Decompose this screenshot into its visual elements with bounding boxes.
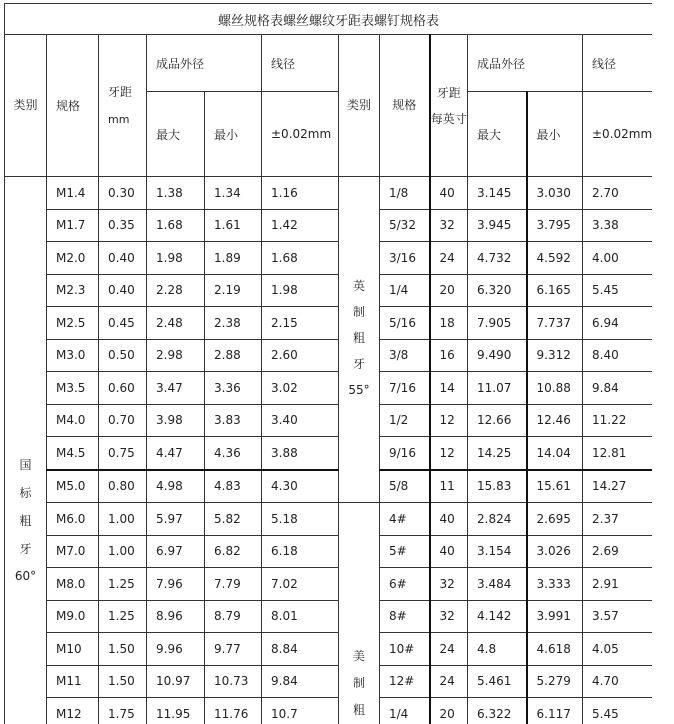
table-row bbox=[5, 274, 653, 307]
cell-inch-max: 3.145 bbox=[468, 177, 527, 210]
table-row bbox=[5, 307, 653, 340]
cell-inch-wire: 5.45 bbox=[583, 274, 653, 307]
cell-inch-wire: 4.05 bbox=[583, 633, 653, 666]
cell-inch-wire: 5.45 bbox=[583, 698, 653, 724]
cell-inch-spec: 9/16 bbox=[380, 437, 430, 470]
cell-metric-pitch: 1.00 bbox=[99, 503, 147, 536]
cell-metric-spec: M1.4 bbox=[47, 177, 99, 210]
type-header-left-text: 类别 bbox=[13, 98, 38, 112]
max-header-right: 最大 bbox=[468, 92, 527, 177]
cell-metric-wire: 7.02 bbox=[262, 568, 339, 601]
cell-metric-pitch: 1.50 bbox=[99, 633, 147, 666]
cell-inch-wire: 4.70 bbox=[583, 665, 653, 698]
cell-inch-max: 2.824 bbox=[468, 503, 527, 536]
cell-inch-wire: 8.40 bbox=[583, 339, 653, 372]
cell-inch-spec: 1/8 bbox=[380, 177, 430, 210]
table-title: 螺丝规格表螺丝螺纹牙距表螺钉规格表 bbox=[5, 4, 653, 35]
cell-inch-spec: 3/16 bbox=[380, 242, 430, 275]
cell-metric-min: 1.34 bbox=[205, 177, 262, 210]
type-header-right bbox=[339, 35, 380, 177]
cell-metric-spec: M5.0 bbox=[47, 470, 99, 503]
group-label-metric-text: 国标粗牙 bbox=[19, 458, 32, 556]
table-row bbox=[5, 470, 653, 503]
pitch-header-left-unit: mm bbox=[108, 112, 130, 126]
group-label-imperial-text: 英制粗牙 bbox=[352, 279, 365, 371]
spec-header-right-text: 规格 bbox=[392, 98, 417, 112]
cell-metric-spec: M7.0 bbox=[47, 535, 99, 568]
cell-metric-wire: 6.18 bbox=[262, 535, 339, 568]
cell-inch-spec: 4# bbox=[380, 503, 430, 536]
cell-inch-wire: 2.37 bbox=[583, 503, 653, 536]
spec-header-right bbox=[380, 35, 430, 177]
cell-inch-tpi: 20 bbox=[430, 698, 468, 724]
cell-inch-max: 11.07 bbox=[468, 372, 527, 405]
cell-metric-wire: 9.84 bbox=[262, 665, 339, 698]
cell-inch-wire: 4.00 bbox=[583, 242, 653, 275]
cell-inch-min: 15.61 bbox=[527, 470, 583, 503]
spec-header-left: 规格 bbox=[47, 35, 99, 177]
cell-metric-wire: 4.30 bbox=[262, 470, 339, 503]
cell-inch-max: 12.66 bbox=[468, 404, 527, 437]
cell-inch-max: 6.320 bbox=[468, 274, 527, 307]
cell-inch-max: 4.732 bbox=[468, 242, 527, 275]
cell-metric-max: 11.95 bbox=[147, 698, 205, 724]
pitch-header-right-tpi: 每英寸 bbox=[430, 111, 467, 126]
table-row bbox=[5, 404, 653, 437]
group-label-imperial bbox=[339, 177, 380, 503]
cell-metric-spec: M10 bbox=[47, 633, 99, 666]
cell-inch-wire: 3.57 bbox=[583, 600, 653, 633]
cell-metric-wire: 8.84 bbox=[262, 633, 339, 666]
cell-metric-spec: M4.5 bbox=[47, 437, 99, 470]
cell-inch-wire: 9.84 bbox=[583, 372, 653, 405]
cell-metric-pitch: 0.35 bbox=[99, 209, 147, 242]
cell-metric-wire: 2.60 bbox=[262, 339, 339, 372]
cell-metric-wire: 1.16 bbox=[262, 177, 339, 210]
table-row bbox=[5, 372, 653, 405]
cell-inch-max: 3.154 bbox=[468, 535, 527, 568]
table-row bbox=[5, 242, 653, 275]
cell-metric-min: 2.88 bbox=[205, 339, 262, 372]
cell-inch-max: 14.25 bbox=[468, 437, 527, 470]
cell-inch-tpi: 40 bbox=[430, 503, 468, 536]
cell-metric-pitch: 0.30 bbox=[99, 177, 147, 210]
cell-metric-pitch: 1.00 bbox=[99, 535, 147, 568]
cell-metric-spec: M8.0 bbox=[47, 568, 99, 601]
table-row bbox=[5, 339, 653, 372]
cell-metric-min: 5.82 bbox=[205, 503, 262, 536]
cell-metric-max: 2.98 bbox=[147, 339, 205, 372]
cell-inch-tpi: 18 bbox=[430, 307, 468, 340]
cell-inch-wire: 2.69 bbox=[583, 535, 653, 568]
cell-inch-tpi: 32 bbox=[430, 600, 468, 633]
cell-metric-pitch: 0.60 bbox=[99, 372, 147, 405]
cell-inch-tpi: 12 bbox=[430, 404, 468, 437]
cell-inch-wire: 6.94 bbox=[583, 307, 653, 340]
cell-inch-spec: 5/8 bbox=[380, 470, 430, 503]
wire-header-right: 线径 bbox=[583, 35, 653, 92]
cell-metric-pitch: 1.25 bbox=[99, 568, 147, 601]
cell-inch-tpi: 40 bbox=[430, 535, 468, 568]
cell-metric-spec: M2.0 bbox=[47, 242, 99, 275]
cell-inch-min: 2.695 bbox=[527, 503, 583, 536]
group-label-us bbox=[339, 503, 380, 724]
group-label-metric bbox=[5, 177, 47, 724]
cell-inch-min: 3.991 bbox=[527, 600, 583, 633]
cell-inch-tpi: 24 bbox=[430, 242, 468, 275]
table-row bbox=[5, 535, 653, 568]
cell-metric-spec: M9.0 bbox=[47, 600, 99, 633]
cell-inch-tpi: 40 bbox=[430, 177, 468, 210]
cell-metric-min: 4.83 bbox=[205, 470, 262, 503]
cell-metric-max: 3.47 bbox=[147, 372, 205, 405]
cell-inch-tpi: 24 bbox=[430, 633, 468, 666]
od-header-left: 成品外径 bbox=[147, 35, 262, 92]
cell-metric-min: 3.83 bbox=[205, 404, 262, 437]
cell-inch-max: 4.142 bbox=[468, 600, 527, 633]
cell-inch-max: 5.461 bbox=[468, 665, 527, 698]
cell-inch-min: 4.592 bbox=[527, 242, 583, 275]
cell-metric-min: 4.36 bbox=[205, 437, 262, 470]
table-row bbox=[5, 437, 653, 470]
cell-inch-min: 6.117 bbox=[527, 698, 583, 724]
cell-metric-spec: M11 bbox=[47, 665, 99, 698]
table-row bbox=[5, 633, 653, 666]
cell-inch-spec: 5/16 bbox=[380, 307, 430, 340]
cell-metric-min: 2.38 bbox=[205, 307, 262, 340]
cell-inch-tpi: 20 bbox=[430, 274, 468, 307]
cell-metric-min: 6.82 bbox=[205, 535, 262, 568]
cell-metric-pitch: 0.45 bbox=[99, 307, 147, 340]
cell-metric-pitch: 1.75 bbox=[99, 698, 147, 724]
cell-metric-pitch: 0.75 bbox=[99, 437, 147, 470]
cell-metric-max: 2.28 bbox=[147, 274, 205, 307]
cell-metric-wire: 3.02 bbox=[262, 372, 339, 405]
cell-metric-max: 5.97 bbox=[147, 503, 205, 536]
cell-inch-min: 6.165 bbox=[527, 274, 583, 307]
cell-metric-spec: M3.0 bbox=[47, 339, 99, 372]
screw-spec-sheet bbox=[4, 3, 652, 724]
cell-metric-spec: M6.0 bbox=[47, 503, 99, 536]
cell-metric-min: 8.79 bbox=[205, 600, 262, 633]
cell-metric-max: 7.96 bbox=[147, 568, 205, 601]
cell-metric-max: 10.97 bbox=[147, 665, 205, 698]
pitch-header-right bbox=[430, 35, 468, 177]
cell-metric-max: 4.98 bbox=[147, 470, 205, 503]
cell-inch-spec: 5# bbox=[380, 535, 430, 568]
cell-inch-min: 10.88 bbox=[527, 372, 583, 405]
cell-inch-spec: 5/32 bbox=[380, 209, 430, 242]
type-header-right-text: 类别 bbox=[346, 98, 371, 112]
cell-metric-max: 4.47 bbox=[147, 437, 205, 470]
cell-metric-wire: 5.18 bbox=[262, 503, 339, 536]
cell-metric-wire: 1.98 bbox=[262, 274, 339, 307]
cell-metric-min: 1.61 bbox=[205, 209, 262, 242]
cell-inch-spec: 8# bbox=[380, 600, 430, 633]
od-header-right: 成品外径 bbox=[468, 35, 583, 92]
cell-inch-min: 14.04 bbox=[527, 437, 583, 470]
cell-metric-spec: M2.3 bbox=[47, 274, 99, 307]
cell-inch-max: 4.8 bbox=[468, 633, 527, 666]
cell-metric-pitch: 1.25 bbox=[99, 600, 147, 633]
group-label-imperial-angle: 55° bbox=[348, 383, 370, 397]
cell-inch-tpi: 24 bbox=[430, 665, 468, 698]
cell-inch-min: 12.46 bbox=[527, 404, 583, 437]
cell-metric-max: 9.96 bbox=[147, 633, 205, 666]
cell-metric-pitch: 0.70 bbox=[99, 404, 147, 437]
cell-metric-min: 1.89 bbox=[205, 242, 262, 275]
tol-header-left: ±0.02mm bbox=[262, 92, 339, 177]
cell-inch-min: 3.333 bbox=[527, 568, 583, 601]
cell-metric-wire: 1.42 bbox=[262, 209, 339, 242]
cell-metric-pitch: 0.80 bbox=[99, 470, 147, 503]
cell-inch-min: 3.026 bbox=[527, 535, 583, 568]
cell-metric-pitch: 1.50 bbox=[99, 665, 147, 698]
table-row bbox=[5, 600, 653, 633]
cell-metric-max: 8.96 bbox=[147, 600, 205, 633]
cell-inch-min: 4.618 bbox=[527, 633, 583, 666]
wire-header-left: 线径 bbox=[262, 35, 339, 92]
cell-inch-spec: 3/8 bbox=[380, 339, 430, 372]
cell-metric-wire: 2.15 bbox=[262, 307, 339, 340]
cell-inch-tpi: 32 bbox=[430, 568, 468, 601]
cell-inch-max: 6.322 bbox=[468, 698, 527, 724]
tol-header-right: ±0.02mm bbox=[583, 92, 653, 177]
cell-metric-wire: 8.01 bbox=[262, 600, 339, 633]
group-label-metric-angle: 60° bbox=[14, 569, 37, 583]
cell-metric-max: 2.48 bbox=[147, 307, 205, 340]
cell-inch-wire: 14.27 bbox=[583, 470, 653, 503]
cell-inch-tpi: 32 bbox=[430, 209, 468, 242]
table-row bbox=[5, 665, 653, 698]
cell-metric-min: 10.73 bbox=[205, 665, 262, 698]
cell-metric-max: 1.98 bbox=[147, 242, 205, 275]
type-header-left bbox=[5, 35, 47, 177]
cell-metric-pitch: 0.50 bbox=[99, 339, 147, 372]
cell-inch-tpi: 11 bbox=[430, 470, 468, 503]
pitch-header-right-label: 牙距 bbox=[436, 85, 461, 100]
cell-metric-min: 3.36 bbox=[205, 372, 262, 405]
cell-metric-max: 6.97 bbox=[147, 535, 205, 568]
spec-table bbox=[4, 3, 652, 724]
table-row bbox=[5, 568, 653, 601]
max-header-left: 最大 bbox=[147, 92, 205, 177]
min-header-right: 最小 bbox=[527, 92, 583, 177]
cell-inch-spec: 10# bbox=[380, 633, 430, 666]
cell-metric-pitch: 0.40 bbox=[99, 242, 147, 275]
cell-metric-max: 1.38 bbox=[147, 177, 205, 210]
cell-inch-spec: 12# bbox=[380, 665, 430, 698]
cell-inch-max: 3.945 bbox=[468, 209, 527, 242]
cell-metric-spec: M2.5 bbox=[47, 307, 99, 340]
group-label-us-text: 美制粗 bbox=[352, 649, 365, 717]
cell-metric-spec: M1.7 bbox=[47, 209, 99, 242]
cell-metric-max: 3.98 bbox=[147, 404, 205, 437]
cell-inch-tpi: 14 bbox=[430, 372, 468, 405]
cell-metric-wire: 1.68 bbox=[262, 242, 339, 275]
cell-metric-wire: 10.7 bbox=[262, 698, 339, 724]
table-row bbox=[5, 698, 653, 724]
table-row bbox=[5, 177, 653, 210]
cell-inch-max: 3.484 bbox=[468, 568, 527, 601]
cell-inch-max: 9.490 bbox=[468, 339, 527, 372]
cell-inch-spec: 7/16 bbox=[380, 372, 430, 405]
pitch-header-left bbox=[99, 35, 147, 177]
cell-metric-spec: M3.5 bbox=[47, 372, 99, 405]
cell-metric-pitch: 0.40 bbox=[99, 274, 147, 307]
cell-inch-wire: 11.22 bbox=[583, 404, 653, 437]
cell-metric-wire: 3.40 bbox=[262, 404, 339, 437]
cell-inch-spec: 1/2 bbox=[380, 404, 430, 437]
cell-metric-spec: M4.0 bbox=[47, 404, 99, 437]
cell-inch-wire: 12.81 bbox=[583, 437, 653, 470]
min-header-left: 最小 bbox=[205, 92, 262, 177]
cell-inch-spec: 1/4 bbox=[380, 274, 430, 307]
cell-metric-min: 11.76 bbox=[205, 698, 262, 724]
cell-inch-wire: 2.91 bbox=[583, 568, 653, 601]
cell-inch-min: 5.279 bbox=[527, 665, 583, 698]
cell-metric-min: 9.77 bbox=[205, 633, 262, 666]
cell-metric-wire: 3.88 bbox=[262, 437, 339, 470]
cell-metric-spec: M12 bbox=[47, 698, 99, 724]
cell-metric-min: 7.79 bbox=[205, 568, 262, 601]
cell-inch-tpi: 16 bbox=[430, 339, 468, 372]
pitch-header-left-label: 牙距 bbox=[108, 84, 133, 99]
cell-metric-min: 2.19 bbox=[205, 274, 262, 307]
cell-metric-max: 1.68 bbox=[147, 209, 205, 242]
cell-inch-min: 3.030 bbox=[527, 177, 583, 210]
cell-inch-max: 15.83 bbox=[468, 470, 527, 503]
table-row bbox=[5, 209, 653, 242]
cell-inch-tpi: 12 bbox=[430, 437, 468, 470]
cell-inch-wire: 2.70 bbox=[583, 177, 653, 210]
cell-inch-min: 3.795 bbox=[527, 209, 583, 242]
cell-inch-max: 7.905 bbox=[468, 307, 527, 340]
cell-inch-spec: 1/4 bbox=[380, 698, 430, 724]
cell-inch-wire: 3.38 bbox=[583, 209, 653, 242]
cell-inch-spec: 6# bbox=[380, 568, 430, 601]
cell-inch-min: 7.737 bbox=[527, 307, 583, 340]
cell-inch-min: 9.312 bbox=[527, 339, 583, 372]
table-row bbox=[5, 503, 653, 536]
